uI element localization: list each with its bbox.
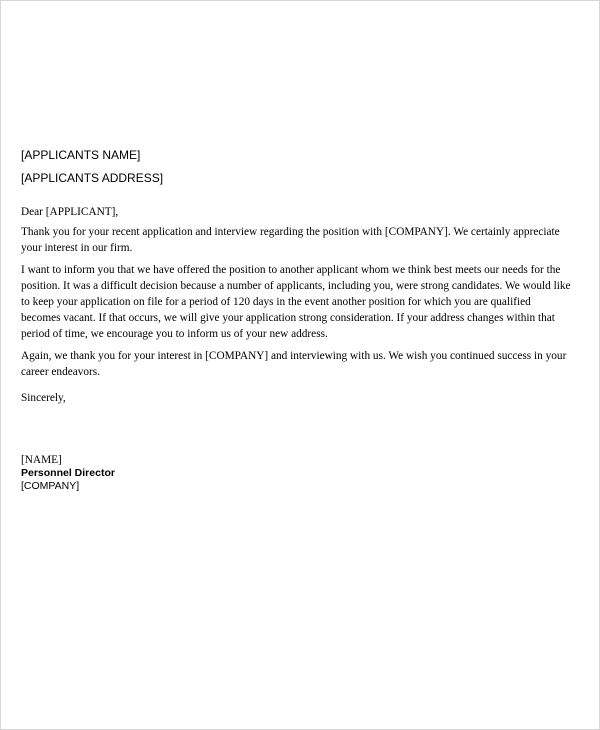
- recipient-block: [21, 148, 573, 186]
- salutation: Dear [APPLICANT],: [21, 206, 119, 218]
- paragraph-closing-wishes: Again, we thank you for your interest in [COMPANY] and interviewing with us. We wish you continued success in your career endeavors.: [21, 350, 567, 378]
- signer-name: [NAME]: [21, 454, 62, 466]
- letter-body: [21, 148, 573, 493]
- paragraph-decision: I want to inform you that we have offered the position to another applicant whom we think best meets our needs for the position. It was a difficult decision because a number of applicants, including you, were strong candidates. We would like to keep your application on file for a period of 120 days in the event another position for which you are qualified becomes vacant. If that occurs, we will give your application strong consideration. If your address changes within that period of time, we encourage you to inform us of your new address.: [21, 264, 571, 340]
- signer-title: Personnel Director: [21, 467, 115, 479]
- closing: Sincerely,: [21, 392, 66, 404]
- signature-block: [21, 453, 573, 493]
- signer-company: [COMPANY]: [21, 480, 80, 492]
- recipient-address: [APPLICANTS ADDRESS]: [21, 171, 164, 185]
- paragraph-thanks: Thank you for your recent application and interview regarding the position with [COMPANY]. We certainly appreciate your interest in our firm.: [21, 226, 560, 254]
- recipient-name: [APPLICANTS NAME]: [21, 148, 141, 162]
